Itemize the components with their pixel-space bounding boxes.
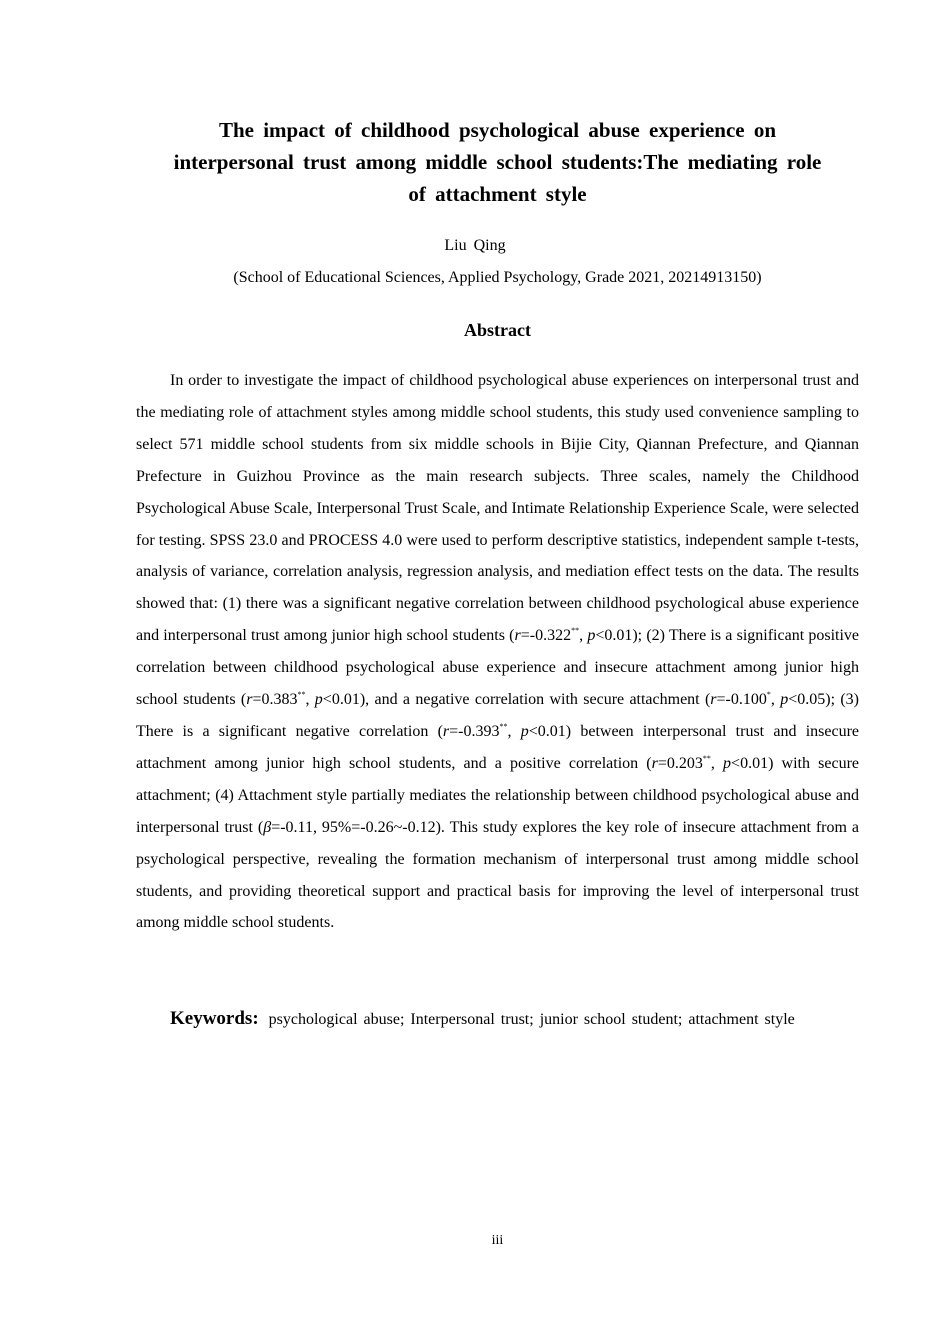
p-symbol: p bbox=[723, 754, 732, 772]
comma: , bbox=[305, 691, 315, 709]
comma: , bbox=[579, 627, 588, 645]
abstract-text-4: ); (3) There is a significant negative correlation ( bbox=[136, 691, 860, 740]
abstract-text-5: ) between interpersonal trust and insecure attachment among junior high school students, and a positive correlation ( bbox=[136, 722, 860, 772]
r-symbol: r bbox=[514, 627, 521, 645]
comma: , bbox=[507, 722, 521, 740]
significance-mark: ** bbox=[702, 753, 711, 763]
r-value-2: =0.383 bbox=[252, 691, 298, 709]
p-value: <0.01 bbox=[528, 722, 566, 740]
r-value-1: =-0.322 bbox=[520, 627, 572, 645]
author-affiliation: (School of Educational Sciences, Applied Psychology, Grade 2021, 20214913150) bbox=[233, 269, 762, 286]
title-line-3: of attachment style bbox=[408, 182, 587, 206]
title-line-1: The impact of childhood psychological abuse experience on bbox=[218, 118, 777, 142]
paper-title bbox=[140, 114, 855, 210]
comma: , bbox=[710, 754, 724, 772]
p-value: <0.01 bbox=[322, 691, 360, 709]
p-symbol: p bbox=[780, 691, 789, 709]
r-value-5: =0.203 bbox=[657, 754, 703, 772]
p-value: <0.05 bbox=[788, 691, 826, 709]
author-name: Liu Qing bbox=[444, 237, 506, 254]
comma: , bbox=[770, 691, 781, 709]
keywords-line bbox=[170, 1006, 870, 1033]
keywords-list: psychological abuse; Interpersonal trust; junior school student; attachment style bbox=[268, 1011, 795, 1028]
abstract-text-6: ) with secure attachment; (4) Attachment style partially mediates the relationship between childhood psychological abuse and interpersonal trust ( bbox=[136, 754, 860, 836]
abstract-text-1: In order to investigate the impact of childhood psychological abuse experiences on interpersonal trust and the mediating role of attachment styles among middle school students, this study used convenience sampling to select 571 middle school students from six middle schools in Bijie City, Qiannan Prefecture, and Qiannan Prefecture in Guizhou Province as the main research subjects. Three scales, namely the Childhood Psychological Abuse Scale, Interpersonal Trust Scale, and Intimate Relationship Experience Scale, were selected for testing. SPSS 23.0 and PROCESS 4.0 were used to perform descriptive statistics, independent sample t-tests, analysis of variance, correlation analysis, regression analysis, and mediation effect tests on the data. The results showed that: (1) there was a significant negative correlation between childhood psychological abuse experience and interpersonal trust among junior high school students ( bbox=[136, 372, 859, 645]
p-symbol: p bbox=[587, 627, 596, 645]
abstract-text-2: ); (2) There is a significant positive correlation between childhood psychological abuse experience and insecure attachment among junior high school students ( bbox=[136, 627, 860, 709]
p-value: <0.01 bbox=[731, 754, 769, 772]
significance-mark: ** bbox=[297, 690, 306, 700]
beta-value: =-0.11, 95%=-0.26~-0.12 bbox=[271, 818, 436, 836]
r-symbol: r bbox=[651, 754, 658, 772]
p-symbol: p bbox=[314, 691, 323, 709]
significance-mark: ** bbox=[499, 721, 508, 731]
r-symbol: r bbox=[246, 691, 253, 709]
page-number: iii bbox=[491, 1233, 504, 1248]
abstract-heading: Abstract bbox=[464, 320, 531, 340]
title-line-2: interpersonal trust among middle school students:The mediating role bbox=[173, 150, 822, 174]
significance-mark: * bbox=[766, 690, 771, 700]
p-symbol: p bbox=[520, 722, 529, 740]
r-value-4: =-0.393 bbox=[449, 722, 500, 740]
p-value: <0.01 bbox=[595, 627, 633, 645]
r-symbol: r bbox=[710, 691, 717, 709]
significance-mark: ** bbox=[571, 626, 580, 636]
beta-symbol: β bbox=[263, 818, 272, 836]
r-value-3: =-0.100 bbox=[716, 691, 767, 709]
abstract-body bbox=[136, 365, 859, 939]
r-symbol: r bbox=[442, 722, 450, 740]
abstract-text-3: ), and a negative correlation with secure attachment ( bbox=[359, 691, 711, 709]
keywords-label: Keywords: bbox=[170, 1008, 259, 1029]
abstract-text-7: ). This study explores the key role of insecure attachment from a psychological perspective, revealing the formation mechanism of interpersonal trust among middle school students, and providing theoretical support and practical basis for improving the level of interpersonal trust among middle school students. bbox=[136, 818, 860, 932]
